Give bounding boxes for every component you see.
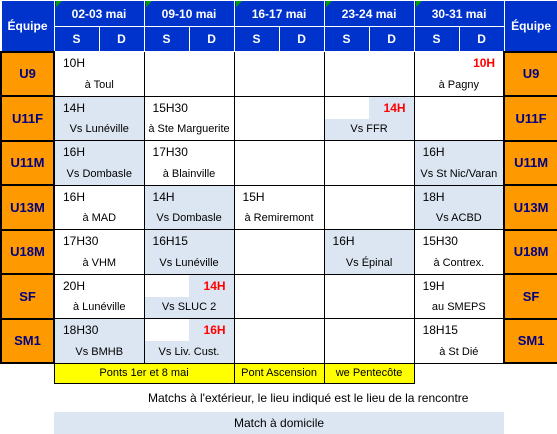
sunday-time-cell[interactable] xyxy=(99,319,144,342)
match-location xyxy=(234,252,324,274)
week-header-4: 23-24 mai xyxy=(324,1,414,27)
match-location: au SMEPS xyxy=(414,297,504,319)
saturday-time-cell[interactable] xyxy=(234,96,279,119)
sunday-time-cell[interactable] xyxy=(99,141,144,164)
saturday-time-cell[interactable] xyxy=(324,319,369,342)
match-location xyxy=(144,74,234,96)
saturday-time-cell[interactable]: 14H xyxy=(54,96,99,119)
sunday-time-cell[interactable]: 14H xyxy=(369,96,414,119)
saturday-time-cell[interactable]: 16H xyxy=(414,141,459,164)
match-location xyxy=(324,341,414,363)
match-location: à VHM xyxy=(54,252,144,274)
team-label: U9 xyxy=(504,52,557,97)
saturday-header-week-2: S xyxy=(144,27,189,52)
team-label: U18M xyxy=(504,230,557,275)
match-location: à Toul xyxy=(54,74,144,96)
match-location: Vs SLUC 2 xyxy=(144,297,234,319)
saturday-time-cell[interactable]: 18H15 xyxy=(414,319,459,342)
match-location: Vs St Nic/Varan xyxy=(414,163,504,185)
match-location: à Contrex. xyxy=(414,252,504,274)
match-location: à Ste Marguerite xyxy=(144,119,234,141)
sunday-time-cell[interactable] xyxy=(369,185,414,208)
team-label: U11M xyxy=(504,141,557,186)
sunday-time-cell[interactable]: 14H xyxy=(189,274,234,297)
legend-away-note: Matchs à l'extérieur, le lieu indiqué est le lieu de la rencontre xyxy=(148,390,469,405)
match-location xyxy=(234,74,324,96)
saturday-time-cell[interactable]: 15H30 xyxy=(144,96,189,119)
saturday-time-cell[interactable]: 16H15 xyxy=(144,230,189,253)
sunday-header-week-3: D xyxy=(279,27,324,52)
sunday-time-cell[interactable] xyxy=(279,141,324,164)
saturday-time-cell[interactable] xyxy=(324,185,369,208)
saturday-time-cell[interactable]: 17H30 xyxy=(54,230,99,253)
sunday-time-cell[interactable] xyxy=(279,96,324,119)
week-header-3: 16-17 mai xyxy=(234,1,324,27)
match-location xyxy=(234,297,324,319)
match-location: à Lunéville xyxy=(54,297,144,319)
match-location: à Pagny xyxy=(414,74,504,96)
match-location xyxy=(324,297,414,319)
saturday-time-cell[interactable]: 10H xyxy=(54,52,99,75)
team-label: U18M xyxy=(1,230,54,275)
comment-marker-icon xyxy=(56,1,62,7)
saturday-time-cell[interactable]: 18H xyxy=(414,185,459,208)
sunday-time-cell[interactable] xyxy=(369,141,414,164)
sunday-time-cell[interactable] xyxy=(369,274,414,297)
sunday-time-cell[interactable] xyxy=(189,185,234,208)
match-location xyxy=(234,163,324,185)
comment-marker-icon xyxy=(236,1,242,7)
team-label: SM1 xyxy=(1,319,54,364)
sunday-header-week-2: D xyxy=(189,27,234,52)
sunday-time-cell[interactable] xyxy=(99,185,144,208)
saturday-time-cell[interactable]: 16H xyxy=(54,185,99,208)
saturday-time-cell[interactable]: 18H30 xyxy=(54,319,99,342)
week-header-5: 30-31 mai xyxy=(414,1,504,27)
saturday-time-cell[interactable] xyxy=(144,274,189,297)
sunday-time-cell[interactable] xyxy=(189,141,234,164)
match-location xyxy=(414,119,504,141)
saturday-time-cell[interactable] xyxy=(234,274,279,297)
saturday-time-cell[interactable]: 20H xyxy=(54,274,99,297)
match-location: Vs Dombasle xyxy=(144,208,234,230)
team-label: U13M xyxy=(504,185,557,230)
sunday-time-cell[interactable]: 10H xyxy=(459,52,504,75)
holiday-pentecote: we Pentecôte xyxy=(324,363,414,383)
sunday-time-cell[interactable] xyxy=(459,141,504,164)
match-location: Vs Dombasle xyxy=(54,163,144,185)
sunday-time-cell[interactable] xyxy=(459,319,504,342)
team-label: U11F xyxy=(504,96,557,141)
saturday-time-cell[interactable] xyxy=(324,141,369,164)
match-location xyxy=(324,74,414,96)
saturday-time-cell[interactable]: 16H xyxy=(54,141,99,164)
saturday-time-cell[interactable]: 15H xyxy=(234,185,279,208)
team-column-header-left: Équipe xyxy=(1,1,54,52)
sunday-time-cell[interactable] xyxy=(99,274,144,297)
sunday-time-cell[interactable] xyxy=(369,52,414,75)
sunday-time-cell[interactable] xyxy=(189,52,234,75)
team-column-header-right: Équipe xyxy=(504,1,557,52)
sunday-time-cell[interactable] xyxy=(459,185,504,208)
saturday-time-cell[interactable] xyxy=(414,96,459,119)
saturday-time-cell[interactable] xyxy=(234,141,279,164)
sunday-time-cell[interactable] xyxy=(459,274,504,297)
match-location xyxy=(324,163,414,185)
saturday-time-cell[interactable]: 14H xyxy=(144,185,189,208)
match-location: Vs Lunéville xyxy=(54,119,144,141)
saturday-time-cell[interactable] xyxy=(234,319,279,342)
match-location: Vs Lunéville xyxy=(144,252,234,274)
match-location: Vs Liv. Cust. xyxy=(144,341,234,363)
match-location: Vs BMHB xyxy=(54,341,144,363)
sunday-header-week-1: D xyxy=(99,27,144,52)
match-location: Vs FFR xyxy=(324,119,414,141)
saturday-time-cell[interactable] xyxy=(324,274,369,297)
match-location: Vs ACBD xyxy=(414,208,504,230)
comment-marker-icon xyxy=(146,1,152,7)
match-location xyxy=(324,208,414,230)
sunday-header-week-5: D xyxy=(459,27,504,52)
sunday-time-cell[interactable] xyxy=(369,319,414,342)
holiday-ponts: Ponts 1er et 8 mai xyxy=(54,363,234,383)
sunday-time-cell[interactable] xyxy=(279,52,324,75)
comment-marker-icon xyxy=(326,1,332,7)
sunday-time-cell[interactable] xyxy=(99,96,144,119)
sunday-time-cell[interactable] xyxy=(279,230,324,253)
saturday-header-week-4: S xyxy=(324,27,369,52)
legend-home-note: Match à domicile xyxy=(54,412,504,434)
match-location xyxy=(234,119,324,141)
saturday-time-cell[interactable] xyxy=(234,230,279,253)
match-location xyxy=(234,341,324,363)
saturday-header-week-5: S xyxy=(414,27,459,52)
team-label: U9 xyxy=(1,52,54,97)
match-location: Vs Épinal xyxy=(324,252,414,274)
week-header-2: 09-10 mai xyxy=(144,1,234,27)
sunday-time-cell[interactable] xyxy=(279,319,324,342)
sunday-time-cell[interactable] xyxy=(459,96,504,119)
team-label: SM1 xyxy=(504,319,557,364)
match-location: à St Dié xyxy=(414,341,504,363)
saturday-time-cell[interactable] xyxy=(414,52,459,75)
saturday-time-cell[interactable]: 19H xyxy=(414,274,459,297)
match-location: à MAD xyxy=(54,208,144,230)
sunday-time-cell[interactable] xyxy=(189,96,234,119)
sunday-time-cell[interactable] xyxy=(99,52,144,75)
sunday-time-cell[interactable] xyxy=(279,274,324,297)
sunday-time-cell[interactable] xyxy=(279,185,324,208)
saturday-time-cell[interactable] xyxy=(234,52,279,75)
team-label: U11F xyxy=(1,96,54,141)
saturday-header-week-3: S xyxy=(234,27,279,52)
sunday-header-week-4: D xyxy=(369,27,414,52)
match-location: à Remiremont xyxy=(234,208,324,230)
sunday-time-cell[interactable] xyxy=(369,230,414,253)
sunday-time-cell[interactable] xyxy=(459,230,504,253)
match-location: à Blainville xyxy=(144,163,234,185)
sunday-time-cell[interactable] xyxy=(99,230,144,253)
team-label: SF xyxy=(504,274,557,319)
team-label: SF xyxy=(1,274,54,319)
saturday-time-cell[interactable] xyxy=(324,96,369,119)
holiday-ascension: Pont Ascension xyxy=(234,363,324,383)
sunday-time-cell[interactable] xyxy=(189,230,234,253)
comment-marker-icon xyxy=(416,1,422,7)
week-header-1: 02-03 mai xyxy=(54,1,144,27)
saturday-time-cell[interactable]: 17H30 xyxy=(144,141,189,164)
saturday-time-cell[interactable] xyxy=(144,52,189,75)
sunday-time-cell[interactable]: 16H xyxy=(189,319,234,342)
team-label: U13M xyxy=(1,185,54,230)
saturday-time-cell[interactable]: 16H xyxy=(324,230,369,253)
saturday-time-cell[interactable] xyxy=(144,319,189,342)
saturday-header-week-1: S xyxy=(54,27,99,52)
saturday-time-cell[interactable] xyxy=(324,52,369,75)
team-label: U11M xyxy=(1,141,54,186)
saturday-time-cell[interactable]: 15H30 xyxy=(414,230,459,253)
